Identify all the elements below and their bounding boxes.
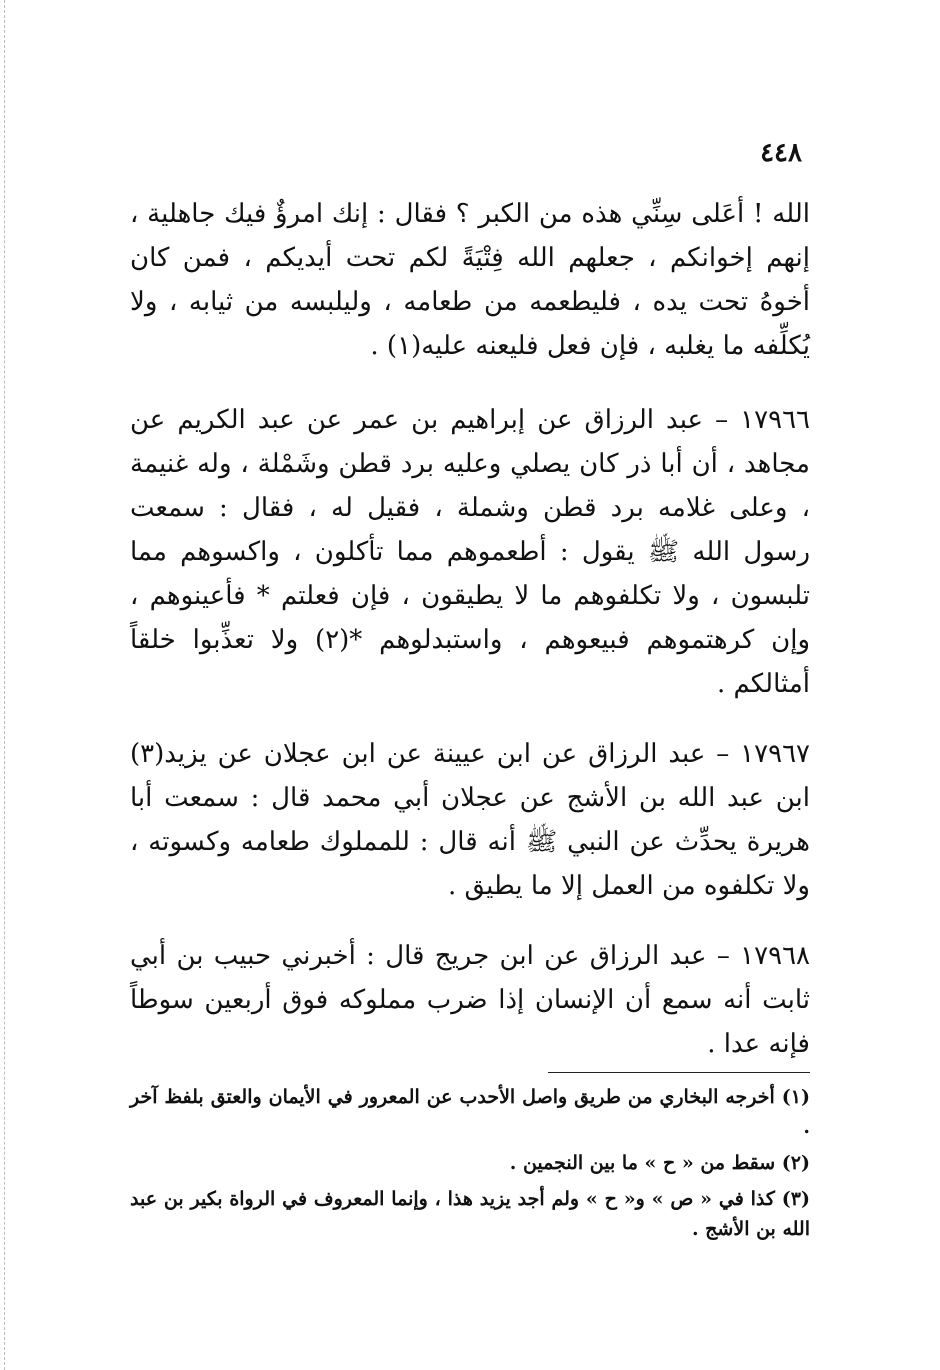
footnote-2: (٢) سقط من « ح » ما بين النجمين . bbox=[509, 1152, 810, 1174]
scan-edge-line bbox=[4, 0, 5, 1370]
main-text-body bbox=[130, 192, 810, 1092]
footnote-3: (٣) كذا في « ص » و« ح » ولم أجد يزيد هذا ، وإنما المعروف في الرواة بكير بن عبد الله بن الأشج . bbox=[130, 1188, 810, 1240]
footnote-1: (١) أخرجه البخاري من طريق واصل الأحدب عن المعرور في الأيمان والعتق بلفظ آخر . bbox=[130, 1086, 810, 1138]
paragraph-hadith-17966: ١٧٩٦٦ – عبد الرزاق عن إبراهيم بن عمر عن عبد الكريم عن مجاهد ، أن أبا ذر كان يصلي وعليه برد قطن وشَمْلة ، وله غنيمة ، وعلى غلامه برد قطن وشملة ، فقيل له ، فقال : سمعت رسول الله ﷺ يقول : أطعموهم مما تأكلون ، واكسوهم مما تلبسون ، ولا تكلفوهم ما لا يطيقون ، فإن فعلتم * فأعينوهم ، وإن كرهتموهم فبيعوهم ، واستبدلوهم *(٢) ولا تعذِّبوا خلقاً أمثالكم . bbox=[130, 405, 810, 699]
footnotes-section bbox=[130, 1082, 810, 1250]
paragraph-hadith-17967: ١٧٩٦٧ – عبد الرزاق عن ابن عيينة عن ابن عجلان عن يزيد(٣) ابن عبد الله بن الأشج عن عجلان أبي محمد قال : سمعت أبا هريرة يحدِّث عن النبي ﷺ أنه قال : للمملوك طعامه وكسوته ، ولا تكلفوه من العمل إلا ما يطيق . bbox=[130, 739, 810, 901]
footnote-separator bbox=[548, 1072, 810, 1073]
paragraph-hadith-17968: ١٧٩٦٨ – عبد الرزاق عن ابن جريج قال : أخبرني حبيب بن أبي ثابت أنه سمع أن الإنسان إذا ضرب مملوكه فوق أربعين سوطاً فإنه عدا . bbox=[130, 941, 810, 1059]
paragraph-continuation: الله ! أعَلى سِنِّي هذه من الكبر ؟ فقال : إنك امرؤٌ فيك جاهلية ، إنهم إخوانكم ، جعلهم الله فِتْيَةً لكم تحت أيديكم ، فمن كان أخوهُ تحت يده ، فليطعمه من طعامه ، وليلبسه من ثيابه ، ولا يُكلِّفه ما يغلبه ، فإن فعل فليعنه عليه(١) . bbox=[130, 199, 810, 361]
page-number: ٤٤٨ bbox=[760, 138, 802, 168]
